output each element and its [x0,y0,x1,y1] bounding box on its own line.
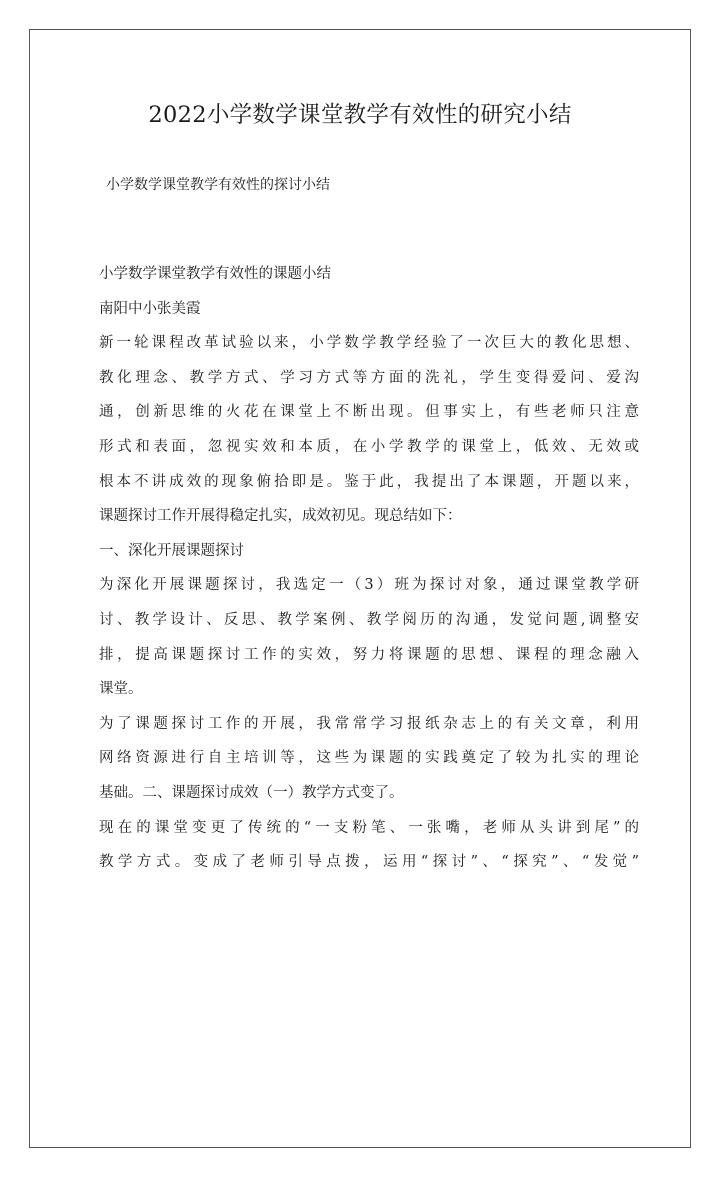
paragraph-line-text: 现在的课堂变更了传统的“一支粉笔、一张嘴，老师从头讲到尾”的 [99,819,639,836]
paragraph-line [99,678,639,713]
paragraph-line-text: 形式和表面，忽视实效和本质，在小学教学的课堂上，低效、无效或 [99,438,639,455]
paragraph-line-text: 根本不讲成效的现象俯拾即是。鉴于此，我提出了本课题，开题以来， [99,473,639,490]
paragraph-line [99,574,639,609]
paragraph-line-text: 为了课题探讨工作的开展，我常常学习报纸杂志上的有关文章，利用 [99,715,639,732]
paragraph-line [99,401,639,436]
paragraph-line-text: 教学方式。变成了老师引导点拨，运用“探讨”、“探究”、“发觉” [99,854,639,871]
document-title: 2022小学数学课堂教学有效性的研究小结 [148,102,572,128]
paragraph-line [99,367,639,402]
paragraph-line-text: 讨、教学设计、反思、教学案例、教学阅历的沟通，发觉问题,调整安 [99,611,639,628]
paragraph-line [99,332,639,367]
document-subtitle: 小学数学课堂教学有效性的探讨小结 [106,177,330,193]
paragraph-line [99,747,639,782]
paragraph-line-text: 为深化开展课题探讨，我选定一（3）班为探讨对象，通过课堂教学研 [99,577,639,594]
paragraph-line [99,851,639,886]
paragraph-line [99,436,639,471]
paragraph-line [99,471,639,506]
paragraph-line-text: 一、深化开展课题探讨 [99,542,244,559]
paragraph-line-text: 教化理念、教学方式、学习方式等方面的洗礼，学生变得爱问、爱沟 [99,369,639,386]
paragraph-line [99,609,639,644]
paragraph-line-text: 网络资源进行自主培训等，这些为课题的实践奠定了较为扎实的理论 [99,750,639,767]
paragraph-line [99,505,639,540]
paragraph-line [99,263,639,298]
body-text [99,263,639,886]
paragraph-line-text: 基础。二、课题探讨成效（一）教学方式变了。 [99,784,404,801]
paragraph-line-text: 南阳中小张美霞 [99,300,201,317]
paragraph-line-text: 排，提高课题探讨工作的实效，努力将课题的思想、课程的理念融入 [99,646,639,663]
paragraph-line [99,298,639,333]
paragraph-line [99,713,639,748]
paragraph-line [99,540,639,575]
paragraph-line [99,782,639,817]
paragraph-line [99,817,639,852]
paragraph-line-text: 新一轮课程改革试验以来，小学数学教学经验了一次巨大的教化思想、 [99,335,639,352]
paragraph-line-text: 课题探讨工作开展得稳定扎实，成效初见。现总结如下： [99,508,462,525]
paragraph-line-text: 小学数学课堂教学有效性的课题小结 [99,266,331,282]
paragraph-line-text: 课堂。 [99,681,143,698]
paragraph-line-text: 通，创新思维的火花在课堂上不断出现。但事实上，有些老师只注意 [99,404,639,421]
paragraph-line [99,644,639,679]
